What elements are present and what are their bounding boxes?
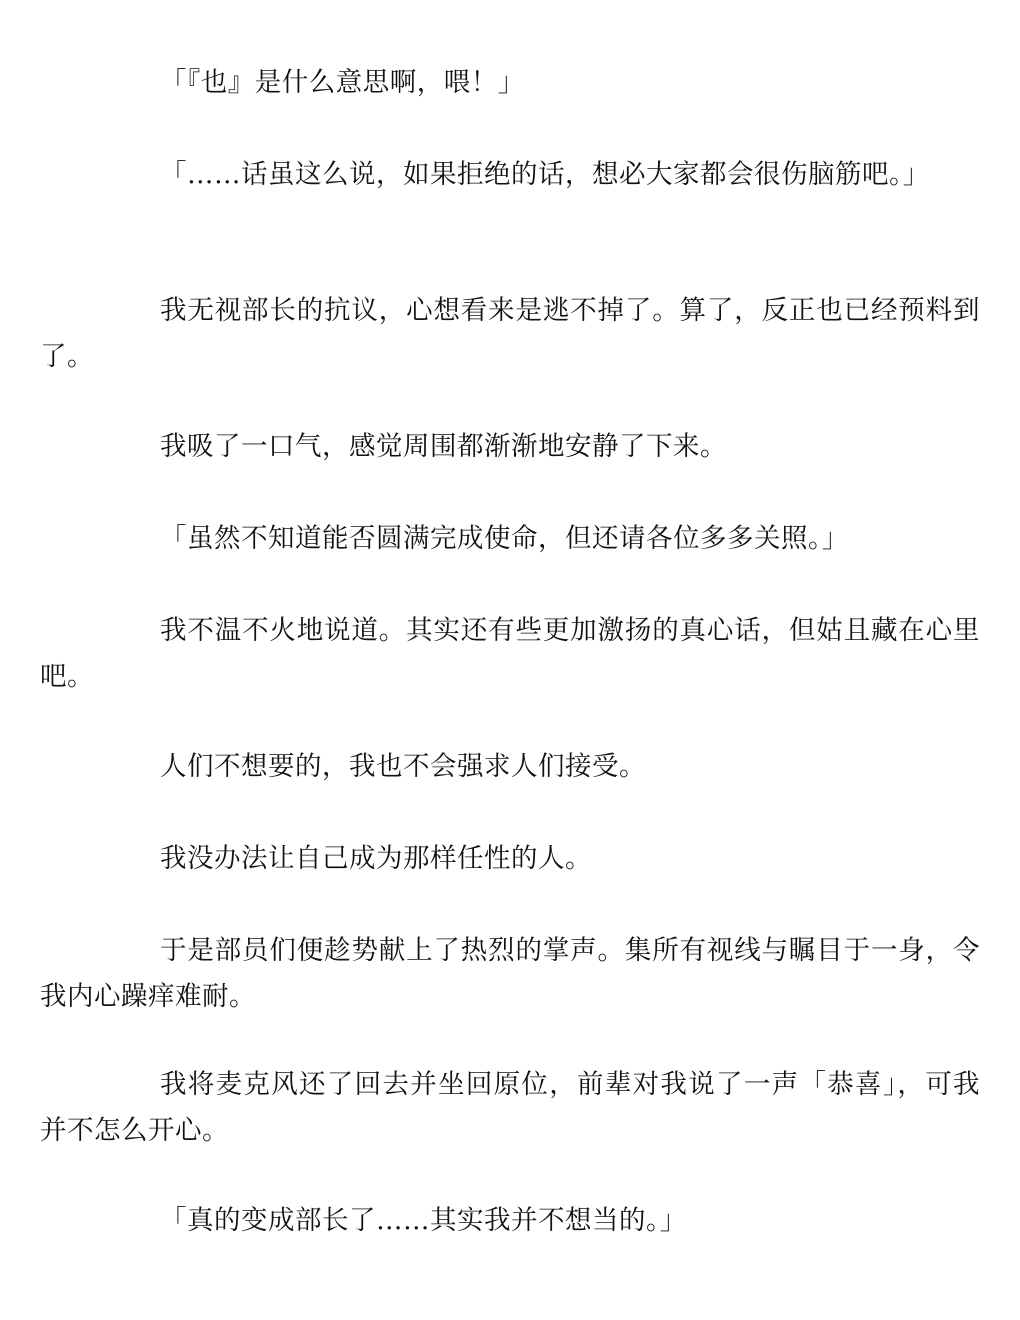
paragraph-5: 「虽然不知道能否圆满完成使命，但还请各位多多关照。」	[160, 523, 849, 554]
paragraph-1: 「『也』是什么意思啊，喂！」	[160, 67, 525, 98]
paragraph-7: 人们不想要的，我也不会强求人们接受。	[160, 751, 646, 782]
paragraph-4: 我吸了一口气，感觉周围都渐渐地安静了下来。	[160, 431, 727, 462]
paragraph-6: 我不温不火地说道。其实还有些更加激扬的真心话，但姑且藏在心里吧。	[40, 615, 980, 692]
paragraph-9: 于是部员们便趁势献上了热烈的掌声。集所有视线与瞩目于一身，令我内心躁痒难耐。	[40, 935, 980, 1012]
paragraph-11: 「真的变成部长了……其实我并不想当的。」	[160, 1205, 687, 1236]
paragraph-2: 「……话虽这么说，如果拒绝的话，想必大家都会很伤脑筋吧。」	[160, 159, 930, 190]
paragraph-10: 我将麦克风还了回去并坐回原位，前辈对我说了一声「恭喜」，可我并不怎么开心。	[40, 1069, 980, 1146]
paragraph-3: 我无视部长的抗议，心想看来是逃不掉了。算了，反正也已经预料到了。	[40, 295, 980, 372]
paragraph-8: 我没办法让自己成为那样任性的人。	[160, 843, 592, 874]
